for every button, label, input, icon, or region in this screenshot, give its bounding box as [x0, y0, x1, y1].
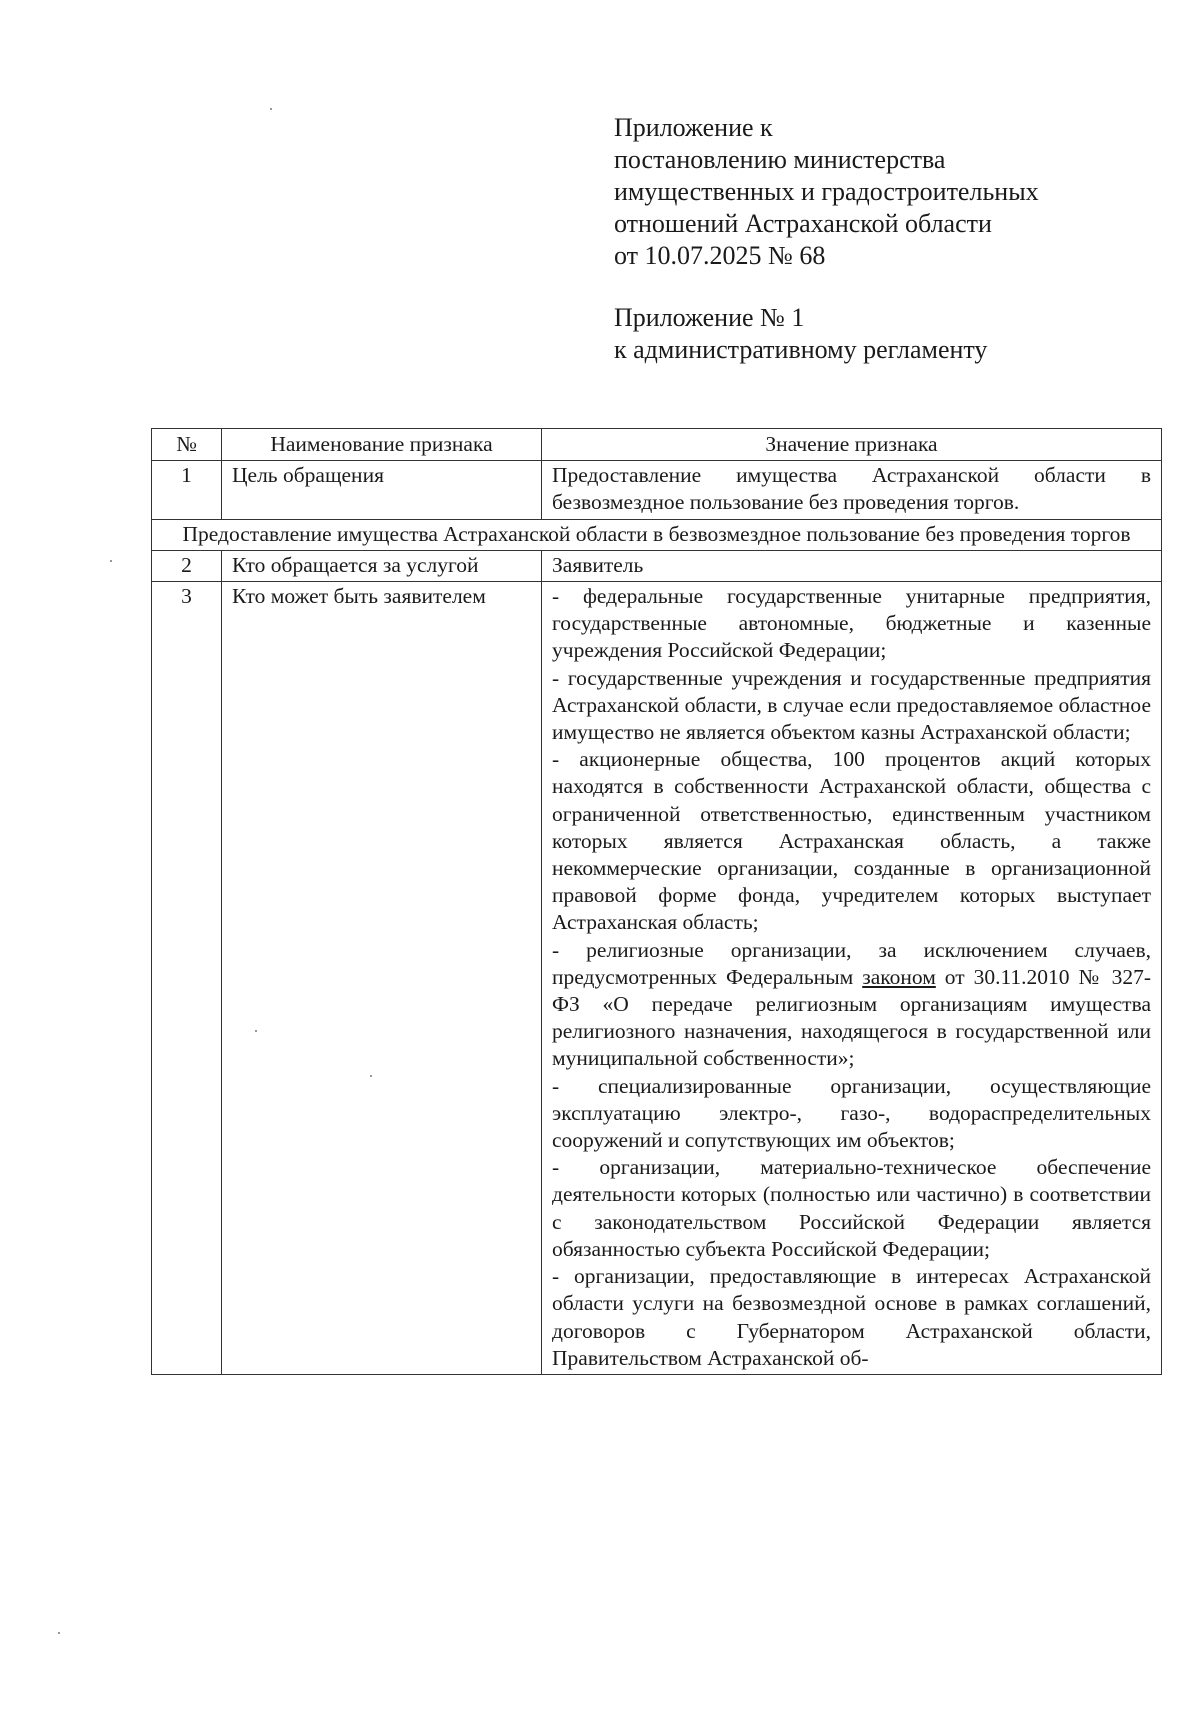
- appendix-line: постановлению министерства: [614, 145, 946, 174]
- criteria-table: [151, 428, 1162, 1375]
- row-criterion-value: Предоставление имущества Астраханской области в безвозмездное пользование без проведения торгов.: [542, 461, 1162, 519]
- section-title-row: [152, 519, 1162, 550]
- row-criterion-name: Кто обращается за услугой: [222, 550, 542, 581]
- appendix-line: Приложение к: [614, 113, 773, 142]
- regulation-line: Приложение № 1: [614, 303, 805, 332]
- religious-text-before: - религиозные организации, за исключением случаев, предусмотренных Федеральным: [552, 937, 1151, 989]
- applicant-item: - акционерные общества, 100 процентов акций которых находятся в собственности Астраханской области, общества с ограниченной ответственностью, единственным участником которых является Астраханская область, а также некоммерческие организации, созданные в организационной правовой форме фонда, учредителем которых выступает Астраханская область;: [552, 747, 1151, 935]
- religious-text-after: от 30.11.2010 № 327-ФЗ «О передаче религиозным организациям имущества религиозного назначения, находящегося в государственной или муниципальной собственности»;: [552, 964, 1151, 1071]
- header-num: №: [152, 429, 222, 461]
- appendix-header: [614, 112, 1039, 366]
- applicant-item: - федеральные государственные унитарные предприятия, государственные автономные, бюджетные и казенные учреждения Российской Федерации;: [552, 584, 1151, 663]
- row-number: 2: [152, 550, 222, 581]
- row-criterion-name: Кто может быть заявителем: [222, 582, 542, 1375]
- scan-speck: [110, 560, 112, 562]
- row-criterion-name: Цель обращения: [222, 461, 542, 519]
- applicant-item: - организации, предоставляющие в интересах Астраханской области услуги на безвозмездной основе в рамках соглашений, договоров с Губернатором Астраханской области, Правительством Астраханской об-: [552, 1264, 1151, 1370]
- row-criterion-value: Заявитель: [542, 550, 1162, 581]
- table-header-row: [152, 429, 1162, 461]
- scan-speck: [58, 1632, 60, 1634]
- applicant-item-religious: [552, 937, 1151, 1073]
- row-number: 3: [152, 582, 222, 1375]
- federal-law-link[interactable]: законом: [862, 964, 936, 989]
- applicant-item: - государственные учреждения и государственные предприятия Астраханской области, в случае если предоставляемое областное имущество не является объектом казны Астраханской области;: [552, 665, 1151, 745]
- table-row: [152, 461, 1162, 519]
- applicant-item: - организации, материально-техническое обеспечение деятельности которых (полностью или частично) в соответствии с законодательством Российской Федерации является обязанностью субъекта Российской Федерации;: [552, 1155, 1151, 1261]
- regulation-line: к административному регламенту: [614, 335, 988, 364]
- header-value: Значение признака: [542, 429, 1162, 461]
- applicant-item: - специализированные организации, осуществляющие эксплуатацию электро-, газо-, водораспределительных сооружений и сопутствующих им объектов;: [552, 1073, 1151, 1153]
- row-criterion-value: [542, 582, 1162, 1375]
- appendix-line: от 10.07.2025 № 68: [614, 241, 826, 270]
- appendix-line: отношений Астраханской области: [614, 209, 992, 238]
- table-row: [152, 550, 1162, 581]
- section-title: Предоставление имущества Астраханской области в безвозмездное пользование без проведения торгов: [152, 519, 1162, 550]
- row-number: 1: [152, 461, 222, 519]
- header-name: Наименование признака: [222, 429, 542, 461]
- table-row: [152, 582, 1162, 1375]
- scan-speck: [270, 108, 272, 110]
- appendix-line: имущественных и градостроительных: [614, 177, 1039, 206]
